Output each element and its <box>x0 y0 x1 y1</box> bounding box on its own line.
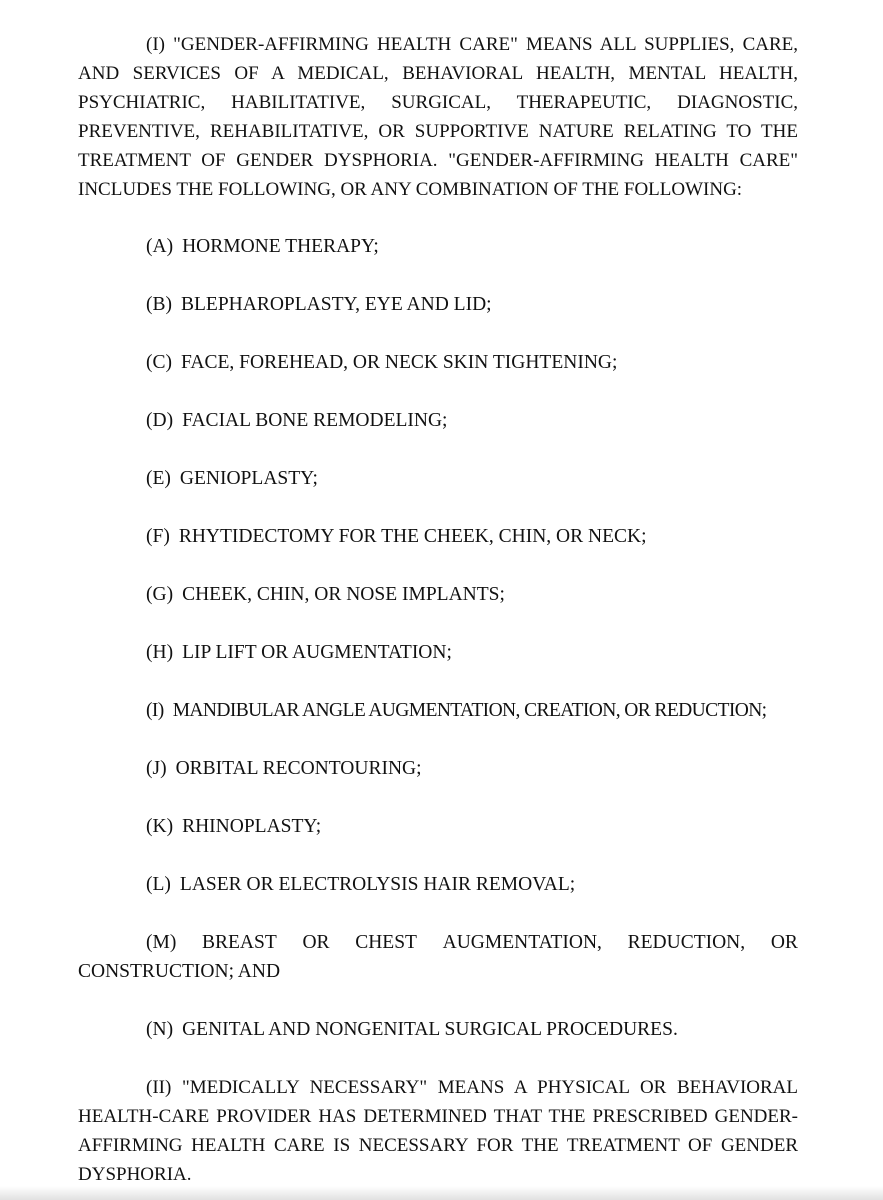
list-item-label: (J) <box>146 758 167 779</box>
list-item-label: (M) <box>146 932 177 953</box>
page-bottom-shadow <box>0 1186 883 1200</box>
list-item-word: CHEST <box>355 932 417 953</box>
list-item-text: RHINOPLASTY; <box>182 816 322 837</box>
list-item-word: OR <box>770 932 798 953</box>
list-item-text: LASER OR ELECTROLYSIS HAIR REMOVAL; <box>179 874 576 895</box>
definition-text: "MEDICALLY NECESSARY" MEANS A PHYSICAL OR BEHAVIORAL HEALTH-CARE PROVIDER HAS DETERMINED THAT THE PRESCRIBED GENDER-AFFIRMING HEALTH CARE IS NECESSARY FOR THE TREATMENT OF GENDER DYSPHORIA. <box>78 1077 799 1185</box>
definition-number: (I) <box>146 34 165 55</box>
list-item <box>146 464 806 493</box>
list-item-label: (A) <box>146 236 174 257</box>
list-item-word: REDUCTION, <box>627 932 746 953</box>
list-item-m <box>78 928 798 986</box>
list-item-label: (D) <box>146 410 174 431</box>
list-item <box>146 696 806 725</box>
list-item <box>146 580 806 609</box>
list-item-text: BLEPHAROPLASTY, EYE AND LID; <box>181 294 492 315</box>
definition-paragraph-medically-necessary <box>78 1073 798 1189</box>
list-item-label: (G) <box>146 584 174 605</box>
list-item-label: (K) <box>146 816 174 837</box>
list-item-continuation: CONSTRUCTION; AND <box>78 961 281 982</box>
list-item <box>146 638 806 667</box>
list-item-text: ORBITAL RECONTOURING; <box>175 758 422 779</box>
list-item <box>146 290 806 319</box>
list-item-text: FACE, FOREHEAD, OR NECK SKIN TIGHTENING; <box>181 352 618 373</box>
list-item-label: (E) <box>146 468 171 489</box>
list-item <box>146 754 806 783</box>
list-item-label: (L) <box>146 874 171 895</box>
list-item <box>146 232 806 261</box>
list-item-text: GENITAL AND NONGENITAL SURGICAL PROCEDURES. <box>182 1019 678 1040</box>
list-item-text: LIP LIFT OR AUGMENTATION; <box>182 642 452 663</box>
list-item <box>146 870 806 899</box>
list-item-text: MANDIBULAR ANGLE AUGMENTATION, CREATION, OR REDUCTION; <box>172 700 767 721</box>
list-item <box>146 348 806 377</box>
list-item-text: HORMONE THERAPY; <box>182 236 379 257</box>
list-item <box>146 1015 806 1044</box>
list-item-text: RHYTIDECTOMY FOR THE CHEEK, CHIN, OR NECK; <box>178 526 647 547</box>
list-item <box>146 522 806 551</box>
definition-number: (II) <box>146 1077 172 1098</box>
list-item-label: (C) <box>146 352 172 373</box>
list-item-label: (B) <box>146 294 172 315</box>
list-item-label: (F) <box>146 526 170 547</box>
list-item-word: OR <box>302 932 330 953</box>
list-item-text: CHEEK, CHIN, OR NOSE IMPLANTS; <box>182 584 505 605</box>
list-item-m-first-line <box>78 928 798 957</box>
list-item-word: BREAST <box>202 932 277 953</box>
list-item-label: (N) <box>146 1019 174 1040</box>
list-item-label: (I) <box>146 700 164 721</box>
list-item-text: FACIAL BONE REMODELING; <box>182 410 448 431</box>
list-item <box>146 406 806 435</box>
definition-text: "GENDER-AFFIRMING HEALTH CARE" MEANS ALL SUPPLIES, CARE, AND SERVICES OF A MEDICAL, BEHAVIORAL HEALTH, MENTAL HEALTH, PSYCHIATRIC, HABILITATIVE, SURGICAL, THERAPEUTIC, DIAGNOSTIC, PREVENTIVE, REHABILITATIVE, OR SUPPORTIVE NATURE RELATING TO THE TREATMENT OF GENDER DYSPHORIA. "GENDER-AFFIRMING HEALTH CARE" INCLUDES THE FOLLOWING, OR ANY COMBINATION OF THE FOLLOWING: <box>78 34 798 200</box>
list-item-word: AUGMENTATION, <box>442 932 602 953</box>
list-item-text: GENIOPLASTY; <box>179 468 318 489</box>
list-item <box>146 812 806 841</box>
definition-paragraph-gender-affirming <box>78 30 798 204</box>
list-item-label: (H) <box>146 642 174 663</box>
